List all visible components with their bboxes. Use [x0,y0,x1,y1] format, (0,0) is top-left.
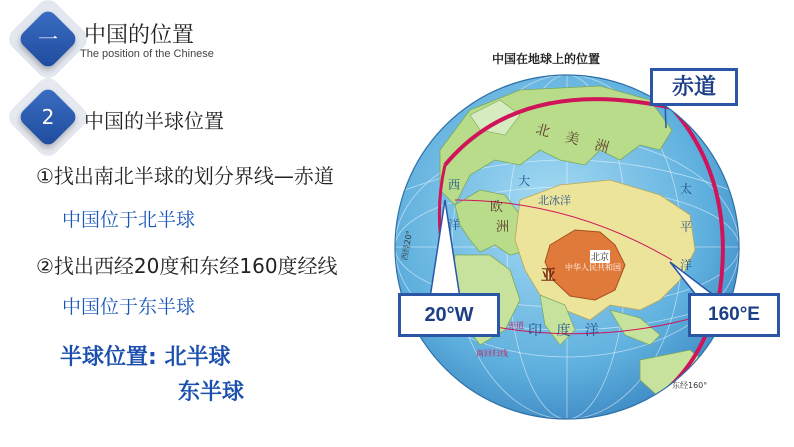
label-north-america: 北 美 洲 [533,121,611,157]
label-beijing: 北京 [590,250,610,263]
label-west-20: 西经20° [400,229,415,262]
label-pacific: 太 平 洋 [680,182,693,272]
page-subtitle: The position of the Chinese [80,48,214,60]
callout-160e: 160°E [688,293,780,337]
result-label: 半球位置: 北半球 [60,345,231,370]
section-badge-2: 2 [8,86,82,148]
step-2-answer: 中国位于东半球 [62,296,196,318]
label-indian-ocean: 印 度 洋 [528,323,599,339]
step-1-question: ①找出南北半球的划分界线—赤道 [36,164,334,188]
map-title: 中国在地球上的位置 [492,52,601,66]
label-europe: 欧 洲 [490,200,510,235]
label-east-160: 东经160° [672,381,708,390]
callout-equator: 赤道 [650,68,738,106]
label-arctic-ocean: 北冰洋 [538,194,571,207]
page-title: 中国的位置 [84,23,195,48]
step-2-question: ②找出西经20度和东经160度经线 [36,254,338,278]
label-china: 中华人民共和国 [565,263,621,272]
step-1-answer: 中国位于北半球 [62,209,196,231]
label-asia: 亚 [541,266,557,284]
label-atlantic-2: 西 洋 [448,178,461,232]
section-badge-1: 一 [8,8,82,68]
label-atlantic: 大 [518,174,531,188]
callout-20w: 20°W [398,293,500,337]
label-tropic: 南回归线 [476,349,508,358]
section-title: 中国的半球位置 [84,109,224,133]
label-equator-small: 赤道 [508,321,524,330]
result-line-2: 东半球 [178,380,245,405]
